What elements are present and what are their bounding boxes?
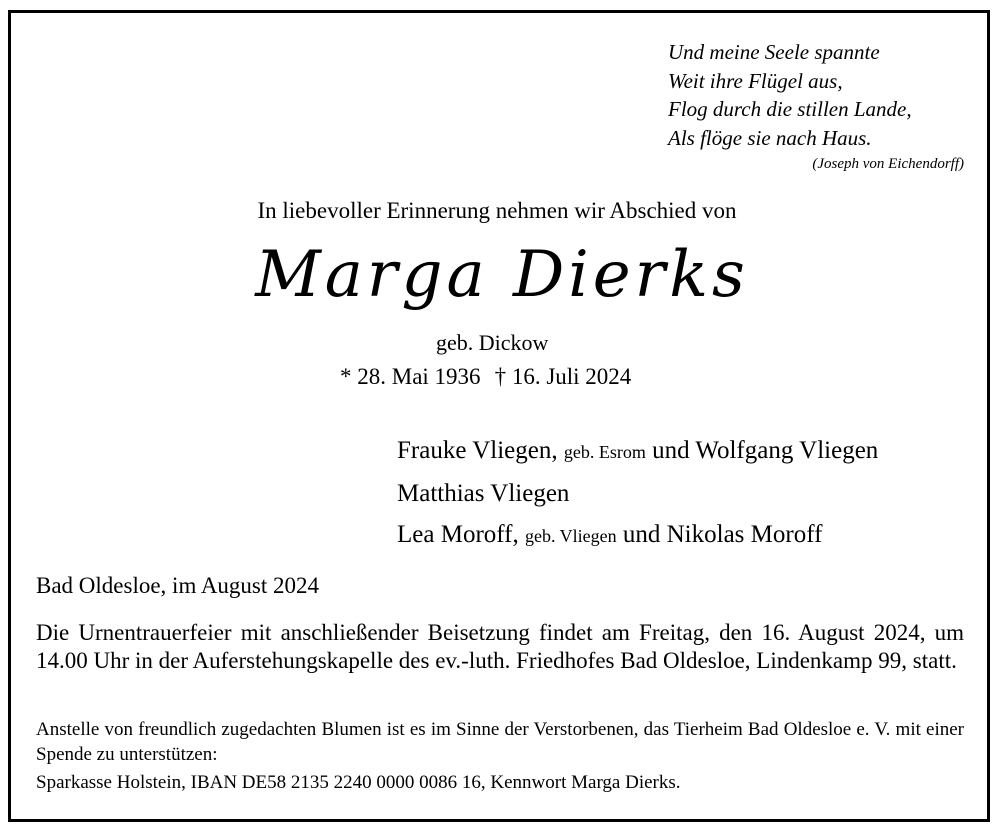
mourner-name: Frauke Vliegen, — [397, 437, 558, 464]
mourner-row — [397, 514, 878, 557]
poem-line: Als flöge sie nach Haus. — [668, 125, 872, 150]
donation-bank-details: Sparkasse Holstein, IBAN DE58 2135 2240 0000 0086 16, Kennwort Marga Dierks. — [36, 772, 681, 793]
deceased-name — [0, 238, 1000, 312]
deceased-name-text: Marga Dierks — [255, 238, 749, 312]
poem-line: Und meine Seele spannte — [668, 40, 880, 64]
mourner-name: Lea Moroff, — [397, 521, 519, 548]
mourners-list — [397, 430, 878, 557]
poem-verse — [668, 38, 912, 152]
mourner-row — [397, 430, 878, 473]
birth-date: * 28. Mai 1936 — [340, 364, 481, 389]
poem-line: Weit ihre Flügel aus, — [668, 68, 843, 93]
donation-text: Anstelle von freundlich zugedachten Blumen ist es im Sinne der Verstorbenen, das Tierheim Bad Oldesloe e. V. mit einer Spende zu unterstützen: — [36, 719, 964, 765]
life-dates — [340, 364, 631, 390]
mourner-row — [397, 473, 878, 514]
mourner-partner: und Nikolas Moroff — [622, 521, 823, 548]
poem-line: Flog durch die stillen Lande, — [668, 97, 912, 121]
mourner-partner: und Wolfgang Vliegen — [652, 437, 879, 464]
mourner-birth-name: geb. Vliegen — [524, 526, 617, 546]
mourner-birth-name: geb. Esrom — [563, 442, 646, 462]
mourner-name: Matthias Vliegen — [397, 480, 570, 507]
place-date: Bad Oldesloe, im August 2024 — [36, 573, 320, 598]
death-date: † 16. Juli 2024 — [494, 364, 632, 389]
poem-author: (Joseph von Eichendorff) — [812, 156, 964, 172]
birth-name: geb. Dickow — [436, 330, 549, 355]
ceremony-text: Die Urnentrauerfeier mit anschließender Beisetzung findet am Freitag, den 16. August 2024, um 14.00 Uhr in der Auferstehungskapelle des ev.-luth. Friedhofes Bad Oldesloe, Lindenkamp 99, statt. — [36, 620, 964, 673]
intro-line — [0, 198, 1000, 224]
intro-text: In liebevoller Erinnerung nehmen wir Abschied von — [257, 198, 737, 223]
